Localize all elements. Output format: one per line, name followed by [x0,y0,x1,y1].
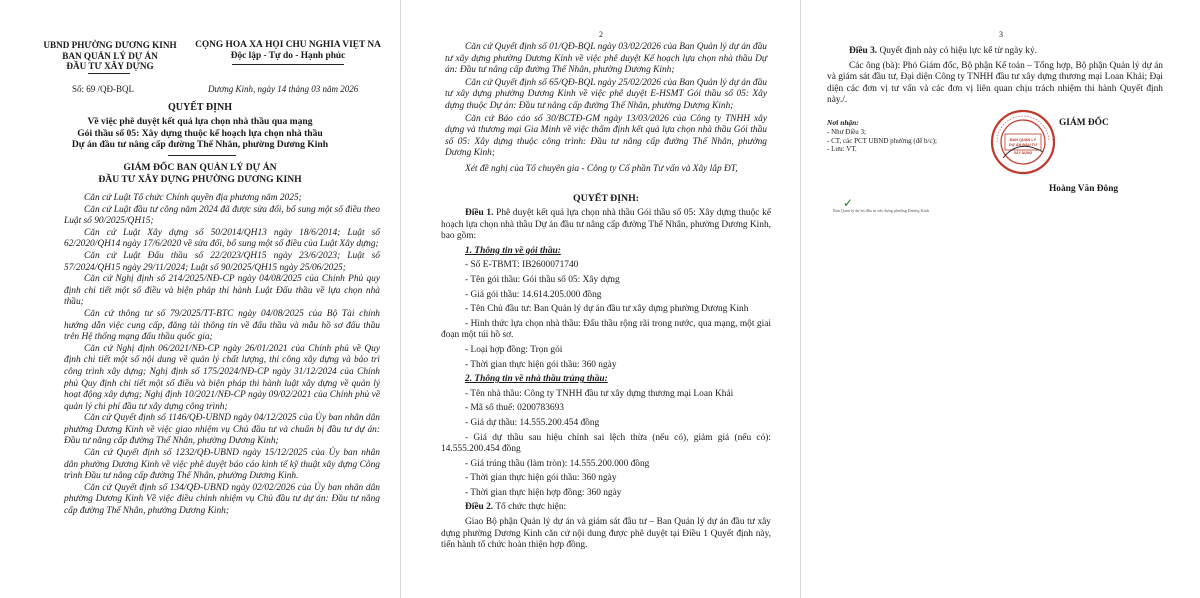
authority-line-1: GIÁM ĐỐC BAN QUẢN LÝ DỰ ÁN [123,162,277,173]
subject-line-3: Dự án đầu tư nâng cấp đường Thế Nhân, phường Dương Kinh [71,139,329,151]
seal-text-line-1: BAN QUẢN LÝ [1009,138,1037,142]
issuing-authority [40,162,360,185]
winner-item: - Thời gian thực hiện gói thầu: 360 ngày [465,473,617,484]
legal-basis: Căn cứ Luật Xây dựng số 50/2014/QH13 ngày 18/6/2014; Luật số 62/2020/QH14 ngày 17/6/2020 về sửa đổi, bổ sung một số điều của Luật Xây dựng; [64,227,380,250]
winner-item: - Thời gian thực hiện hợp đồng: 360 ngày [465,487,622,498]
article-1-label: Điều 1. [465,208,494,218]
doc-number: Số: 69 /QĐ-BQL [72,84,135,94]
nation-underline [232,64,344,65]
article-1-text: Phê duyệt kết quả lựa chọn nhà thầu Gói thầu số 05: Xây dựng thuộc kế hoạch lựa chọn nhà thầu Dự án đầu tư nâng cấp đường Thế Nhân, phường Dương Kinh, bao gồm: [441,208,772,242]
proposal: Xét đề nghị của Tổ chuyên gia - Công ty Cổ phần Tư vấn và Xây lắp ĐT, [465,163,738,174]
winner-item: - Giá dự thầu sau hiệu chỉnh sai lệch thừa (nếu có), giảm giá (nếu có): 14.555.200.454 đồng [441,432,771,455]
article-1 [441,208,771,243]
authority-line-2: ĐẦU TƯ XÂY DỰNG PHƯỜNG DƯƠNG KINH [98,173,302,185]
signer-title: GIÁM ĐỐC [1059,118,1109,128]
page-number: 2 [599,30,603,39]
legal-basis: Căn cứ Quyết định số 1232/QĐ-UBND ngày 15/12/2025 của Ủy ban nhân dân phường Dương Kinh về việc phê duyệt báo cáo kinh tế kỹ thuật xây dựng Công trình Đầu tư nâng cấp đường Thế Nhân, phường Dương Kinh. [64,448,380,482]
winner-item: - Tên nhà thầu: Công ty TNHH đầu tư xây dựng thương mại Loan Khải [465,388,734,399]
document-page-3 [800,0,1200,598]
subject-line-1: Về việc phê duyệt kết quả lựa chọn nhà thầu qua mạng [87,116,313,127]
package-item: - Tên gói thầu: Gói thầu số 05: Xây dựng [465,274,620,285]
package-item: - Hình thức lựa chọn nhà thầu: Đấu thầu rộng rãi trong nước, qua mạng, một giai đoạn một túi hồ sơ. [441,318,771,341]
header-organization [40,40,180,72]
subject [40,116,360,151]
header-nation [188,40,388,62]
signature-stamp-text: Ban Quản lý dự án đầu tư xây dựng phường Dương Kinh [833,208,929,213]
article-2-text: Tổ chức thực hiện: [495,502,567,513]
article-2-body: Giao Bộ phận Quản lý dự án và giám sát đầu tư – Ban Quản lý dự án đầu tư xây dựng phường Dương Kinh căn cứ nội dung được phê duyệt tại Điều 1 Quyết định này, tiến hành tổ chức hoàn thiện hợp đồng. [441,517,771,551]
page-number: 3 [999,30,1003,39]
package-item: - Giá gói thầu: 14.614.205.000 đồng [465,289,602,300]
recipient-item: - CT, các PCT UBND phường (để b/c); [827,136,937,145]
subject-underline [168,155,236,156]
article-2-label: Điều 2. [465,502,494,513]
check-icon: ✓ [843,196,854,210]
nation-line-1: CỘNG HOÀ XÃ HỘI CHỦ NGHĨA VIỆT NA [195,40,381,50]
legal-basis: Căn cứ Luật Tổ chức Chính quyền địa phương năm 2025; [84,193,302,203]
recipients-heading: Nơi nhận: [827,118,859,127]
decision-heading: QUYẾT ĐỊNH: [573,193,639,204]
article-3-label: Điều 3. [849,46,878,56]
legal-bases-page-2 [445,42,767,176]
package-item: - Loại hợp đồng: Trọn gói [465,344,563,355]
seal-text-line-2: DỰ ÁN ĐẦU TƯ [1008,143,1038,147]
org-underline [88,73,130,74]
winner-heading: 2. Thông tin về nhà thầu trúng thầu: [465,374,608,385]
legal-basis: Căn cứ Luật Đấu thầu số 22/2023/QH15 ngày 23/6/2023; Luật số 57/2024/QH15 ngày 29/11/2024; Luật số 90/2025/QH15 ngày 25/06/2025; [64,250,380,273]
winner-item: - Mã số thuế: 0200783693 [465,403,564,414]
recipients-block [827,118,977,154]
legal-basis: Căn cứ Quyết định số 65/QĐ-BQL ngày 25/02/2026 của Ban Quản lý dự án đầu tư xây dựng phường Dương Kinh về việc phê duyệt E-HSMT Gói thầu số 05: Xây dựng thuộc Dự án: Đầu tư nâng cấp đường Thế Nhân, phường Dương Kinh; [445,77,767,111]
document-page-2 [400,0,801,598]
winner-item: - Giá dự thầu: 14.555.200.454 đồng [465,417,600,428]
package-item: - Số E-TBMT: IB2600071740 [465,260,579,271]
recipient-item: - Như Điều 3; [827,128,866,136]
document-page-1 [0,0,400,598]
article-3 [827,46,1163,58]
decision-body [441,208,771,552]
org-line-2: BAN QUẢN LÝ DỰ ÁN [62,50,158,61]
legal-bases-page-1 [64,193,380,518]
place-date: Dương Kinh, ngày 14 tháng 03 năm 2026 [208,84,359,94]
winner-item: - Giá trúng thầu (làm tròn): 14.555.200.000 đồng [465,458,650,469]
package-heading: 1. Thông tin về gói thầu: [465,245,561,256]
legal-basis: Căn cứ Quyết định số 01/QĐ-BQL ngày 03/02/2026 của Ban Quản lý dự án đầu tư xây dựng phường Dương Kinh về việc phê duyệt Kế hoạch lựa chọn nhà thầu Dự án: Đầu tư nâng cấp đường Thế Nhân, phường Dương Kinh; [445,42,767,76]
legal-basis: Căn cứ thông tư số 79/2025/TT-BTC ngày 04/08/2025 của Bộ Tài chính hướng dẫn việc cung cấp, đăng tải thông tin về đấu thầu và mẫu hồ sơ đấu thầu trên Hệ thống mạng đấu thầu quốc gia; [64,308,380,343]
seal-center-box [1005,134,1041,150]
org-line-3: ĐẦU TƯ XÂY DỰNG [66,61,154,71]
package-item: - Tên Chủ đầu tư: Ban Quản lý dự án đầu tư xây dựng phường Dương Kinh [465,304,749,315]
closing-articles [827,46,1163,107]
official-seal [989,108,1057,176]
article-3-body: Các ông (bà): Phó Giám đốc, Bộ phận Kế toán – Tổng hợp, Bộ phận Quản lý dự án và giám sát đầu tư, Đại diện Công ty TNHH đầu tư xây dựng thương mại Loan Khải; Đại diện các đơn vị tư vấn và các đơn vị liên quan chịu trách nhiệm thi hành Quyết định này./. [827,60,1163,106]
document-title: QUYẾT ĐỊNH [168,102,232,113]
org-line-1: UBND PHƯỜNG DƯƠNG KINH [43,40,177,50]
article-2 [441,502,771,514]
legal-basis: Căn cứ Quyết định số 1146/QĐ-UBND ngày 04/12/2025 của Ủy ban nhân dân phường Dương Kinh về việc giao nhiệm vụ Chủ đầu tư và chuẩn bị đầu tư dự án: Đầu tư nâng cấp đường Thế Nhân, phường Dương Kinh; [64,413,380,447]
package-item: - Thời gian thực hiện gói thầu: 360 ngày [465,359,617,370]
legal-basis: Căn cứ Quyết định số 134/QĐ-UBND ngày 02/02/2026 của Ủy ban nhân dân phường Dương Kinh Về việc điều chỉnh nhiệm vụ Chủ đầu tư dự án: Đầu tư nâng cấp đường Thế Nhân, phường Dương Kinh; [64,482,380,517]
signer-name: Hoàng Văn Đông [1049,184,1119,194]
legal-basis: Căn cứ Nghị định 06/2021/NĐ-CP ngày 26/01/2021 của Chính phủ về Quy định chi tiết một số nội dung về quản lý chất lượng, thi công xây dựng và bảo trì công trình xây dựng; Nghị định số 175/2024/NĐ-CP ngày 31/12/2024 của Chính phủ Quy định chi tiết một số điều và biện pháp thi hành luật xây dựng về quản lý hoạt động xây dựng; Nghị định 10/2021/NĐ-CP ngày 09/02/2021 của Chính phủ về quản lý chi phí đầu tư xây dựng công trình; [64,343,380,412]
nation-line-2: Độc lập - Tự do - Hạnh phúc [230,51,346,61]
digital-signature-stamp [823,196,943,230]
legal-basis: Căn cứ Luật đầu tư công năm 2024 đã được sửa đổi, bổ sung một số điều theo Luật số 90/2025/QH15; [64,204,380,227]
legal-basis: Căn cứ Nghị định số 214/2025/NĐ-CP ngày 04/08/2025 của Chính Phủ quy định chi tiết một số điều và biện pháp thi hành Luật Đấu thầu về lựa chọn nhà thầu; [64,274,380,308]
subject-line-2: Gói thầu số 05: Xây dựng thuộc kế hoạch lựa chọn nhà thầu [77,127,323,139]
recipient-item: - Lưu: VT. [827,145,857,153]
article-3-text: Quyết định này có hiệu lực kể từ ngày ký. [879,46,1037,56]
legal-basis: Căn cứ Báo cáo số 30/BCTĐ-GM ngày 13/03/2026 của Công ty TNHH xây dựng và thương mại Gia Minh về việc thẩm định kết quả lựa chọn nhà thầu Gói thầu số 05: Xây dựng thuộc công trình: Đầu tư nâng cấp đường Thế Nhân, phường Dương Kinh; [445,113,767,159]
seal-text-line-3: XÂY DỰNG [1013,151,1033,155]
